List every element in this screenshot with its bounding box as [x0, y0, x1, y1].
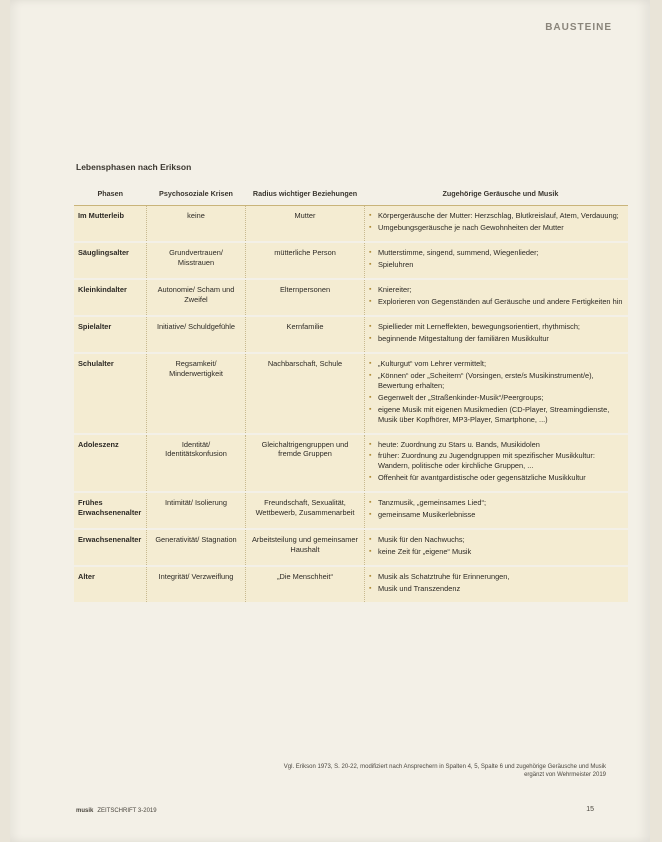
- music-item: ▪ Kniereiter;: [369, 285, 624, 295]
- music-list: [369, 440, 624, 484]
- music-item: ▪ Mutterstimme, singend, summend, Wiegenlieder;: [369, 248, 624, 258]
- table-row: [74, 529, 628, 566]
- phase-cell: Frühes Erwachsenenalter: [74, 492, 147, 529]
- music-item: ▪ heute: Zuordnung zu Stars u. Bands, Musikidolen: [369, 440, 624, 450]
- crisis-cell: Autonomie/ Scham und Zweifel: [147, 279, 246, 316]
- music-cell: [365, 205, 629, 241]
- phase-cell: Kleinkindalter: [74, 279, 147, 316]
- document-page: [10, 0, 650, 842]
- music-item: ▪ Körpergeräusche der Mutter: Herzschlag, Blutkreislauf, Atem, Verdauung;: [369, 211, 624, 221]
- music-list: [369, 498, 624, 520]
- table-row: [74, 434, 628, 493]
- music-list: [369, 285, 624, 307]
- music-item: ▪ Tanzmusik, „gemeinsames Lied“;: [369, 498, 624, 508]
- crisis-cell: Grundvertrauen/ Misstrauen: [147, 242, 246, 279]
- phase-cell: Alter: [74, 566, 147, 603]
- phase-cell: Im Mutterleib: [74, 205, 147, 241]
- music-list: [369, 572, 624, 594]
- relations-cell: Kernfamilie: [246, 316, 365, 353]
- table-row: [74, 279, 628, 316]
- table-row: [74, 242, 628, 279]
- table-row: [74, 492, 628, 529]
- music-cell: [365, 242, 629, 279]
- source-footnote: Vgl. Erikson 1973, S. 20-22, modifiziert nach Ansprechern in Spalten 4, 5, Spalte 6 und zugehörige Geräusche und Musik ergänzt von Wehrmeister 2019: [283, 764, 606, 778]
- music-item: ▪ Spiellieder mit Lerneffekten, bewegungsorientiert, rhythmisch;: [369, 322, 624, 332]
- table-row: [74, 353, 628, 434]
- relations-cell: Gleichaltrigengruppen und fremde Gruppen: [246, 434, 365, 493]
- table-body: [74, 205, 628, 603]
- music-item: ▪ keine Zeit für „eigene“ Musik: [369, 547, 624, 557]
- journal-footer: [76, 808, 157, 814]
- crisis-cell: Regsamkeit/ Minderwertigkeit: [147, 353, 246, 434]
- music-item: ▪ Musik als Schatztruhe für Erinnerungen,: [369, 572, 624, 582]
- crisis-cell: Intimität/ Isolierung: [147, 492, 246, 529]
- erikson-table: [74, 186, 628, 604]
- phase-cell: Säuglingsalter: [74, 242, 147, 279]
- music-list: [369, 322, 624, 344]
- col-header-relations: Radius wichtiger Beziehungen: [246, 186, 365, 205]
- music-item: ▪ eigene Musik mit eigenen Musikmedien (CD-Player, Streamingdienste, Musik über Kopfhörer, MP3-Player, Smartphone, ...): [369, 405, 624, 425]
- music-item: ▪ beginnende Mitgestaltung der familiären Musikkultur: [369, 334, 624, 344]
- music-list: [369, 211, 624, 233]
- table-row: [74, 205, 628, 241]
- table-row: [74, 566, 628, 603]
- music-item: ▪ Musik und Transzendenz: [369, 584, 624, 594]
- music-list: [369, 535, 624, 557]
- music-list: [369, 248, 624, 270]
- relations-cell: Nachbarschaft, Schule: [246, 353, 365, 434]
- music-cell: [365, 566, 629, 603]
- music-cell: [365, 492, 629, 529]
- col-header-crisis: Psychosoziale Krisen: [147, 186, 246, 205]
- table-header-row: [74, 186, 628, 205]
- music-item: ▪ „Kulturgut“ vom Lehrer vermittelt;: [369, 359, 624, 369]
- music-cell: [365, 353, 629, 434]
- crisis-cell: Generativität/ Stagnation: [147, 529, 246, 566]
- crisis-cell: keine: [147, 205, 246, 241]
- journal-issue: ZEITSCHRIFT 3-2019: [97, 808, 157, 814]
- phase-cell: Adoleszenz: [74, 434, 147, 493]
- music-cell: [365, 279, 629, 316]
- table-title: Lebensphasen nach Erikson: [76, 162, 192, 172]
- phase-cell: Spielalter: [74, 316, 147, 353]
- col-header-music: Zugehörige Geräusche und Musik: [365, 186, 629, 205]
- col-header-phase: Phasen: [74, 186, 147, 205]
- music-list: [369, 359, 624, 425]
- music-cell: [365, 434, 629, 493]
- music-item: ▪ Offenheit für avantgardistische oder gegensätzliche Musikkultur: [369, 473, 624, 483]
- music-item: ▪ „Können“ oder „Scheitern“ (Vorsingen, erste/s Musikinstrument/e), Bewertung erhalten;: [369, 371, 624, 391]
- page-number: 15: [586, 806, 594, 813]
- music-item: ▪ Spieluhren: [369, 260, 624, 270]
- relations-cell: Arbeitsteilung und gemeinsamer Haushalt: [246, 529, 365, 566]
- music-cell: [365, 316, 629, 353]
- relations-cell: Mutter: [246, 205, 365, 241]
- phase-cell: Schulalter: [74, 353, 147, 434]
- music-item: ▪ Musik für den Nachwuchs;: [369, 535, 624, 545]
- music-item: ▪ früher: Zuordnung zu Jugendgruppen mit spezifischer Musikkultur: Wandern, politische oder kirchliche Gruppen, ...: [369, 451, 624, 471]
- relations-cell: Freundschaft, Sexualität, Wettbewerb, Zusammenarbeit: [246, 492, 365, 529]
- music-item: ▪ Umgebungsgeräusche je nach Gewohnheiten der Mutter: [369, 223, 624, 233]
- table-row: [74, 316, 628, 353]
- crisis-cell: Initiative/ Schuldgefühle: [147, 316, 246, 353]
- relations-cell: mütterliche Person: [246, 242, 365, 279]
- music-item: ▪ Explorieren von Gegenständen auf Geräusche und andere Fertigkeiten hin: [369, 297, 624, 307]
- music-cell: [365, 529, 629, 566]
- section-label: BAUSTEINE: [545, 22, 612, 33]
- relations-cell: Elternpersonen: [246, 279, 365, 316]
- journal-name: musik: [76, 808, 94, 814]
- crisis-cell: Integrität/ Verzweiflung: [147, 566, 246, 603]
- music-item: ▪ gemeinsame Musikerlebnisse: [369, 510, 624, 520]
- crisis-cell: Identität/ Identitätskonfusion: [147, 434, 246, 493]
- music-item: ▪ Gegenwelt der „Straßenkinder-Musik“/Peergroups;: [369, 393, 624, 403]
- phase-cell: Erwachsenenalter: [74, 529, 147, 566]
- relations-cell: „Die Menschheit“: [246, 566, 365, 603]
